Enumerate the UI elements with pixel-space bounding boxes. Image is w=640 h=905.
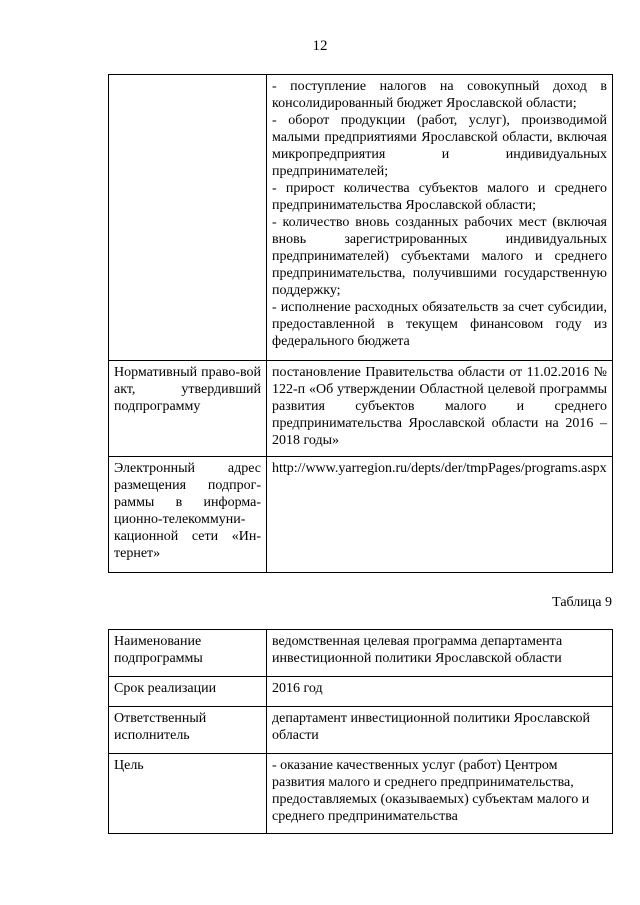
table-row xyxy=(109,75,613,361)
indicators-cell xyxy=(267,75,613,361)
row-label: Ответственный исполнитель xyxy=(109,707,267,754)
page-number: 12 xyxy=(312,38,328,54)
row-label: Наименование подпрограммы xyxy=(109,630,267,677)
table-caption: Таблица 9 xyxy=(552,595,612,610)
normative-act-label: Нормативный право-вой акт, утвердивший подпрограмму xyxy=(109,361,267,457)
normative-act-value: постановление Правительства области от 11.02.2016 № 122-п «Об утверждении Областной целевой программы развития субъектов малого и среднего предпринимательства Ярославской области на 2016 – 2018 годы» xyxy=(267,361,613,457)
row-value: - оказание качественных услуг (работ) Центром развития малого и среднего предпринимательства, предоставляемых (оказываемых) субъектам малого и среднего предпринимательства xyxy=(267,754,613,834)
indicator-item: - исполнение расходных обязательств за счет субсидии, предоставленной в текущем финансовом году из федерального бюджета xyxy=(272,300,607,349)
row-value: 2016 год xyxy=(267,677,613,707)
row-value: департамент инвестиционной политики Ярославской области xyxy=(267,707,613,754)
table-9 xyxy=(108,629,613,834)
table-row xyxy=(109,457,613,573)
indicator-item: - оборот продукции (работ, услуг), производимой малыми предприятиями Ярославской области, включая микропредприятия и индивидуальных предпринимателей; xyxy=(272,113,607,179)
table-cell-empty xyxy=(109,75,267,361)
indicator-item: - количество вновь созданных рабочих мест (включая вновь зарегистрированных индивидуальных предпринимателей) субъектами малого и среднего предпринимательства, получившими государственную поддержку; xyxy=(272,215,607,298)
subprogram-passport-table-continued xyxy=(108,74,613,573)
electronic-address-link[interactable]: http://www.yarregion.ru/depts/der/tmpPages/programs.aspx xyxy=(267,457,613,573)
table-row xyxy=(109,677,613,707)
indicator-item: - прирост количества субъектов малого и среднего предпринимательства Ярославской области; xyxy=(272,181,607,213)
row-value: ведомственная целевая программа департамента инвестиционной политики Ярославской области xyxy=(267,630,613,677)
table-row xyxy=(109,361,613,457)
table-row xyxy=(109,630,613,677)
table-row xyxy=(109,707,613,754)
table-row xyxy=(109,754,613,834)
row-label: Срок реализации xyxy=(109,677,267,707)
indicator-item: - поступление налогов на совокупный доход в консолидированный бюджет Ярославской области; xyxy=(272,79,607,111)
electronic-address-label: Электронный адрес размещения подпрог-раммы в информа-ционно-телекоммуни-кационной сети «Ин-тернет» xyxy=(109,457,267,573)
row-label: Цель xyxy=(109,754,267,834)
